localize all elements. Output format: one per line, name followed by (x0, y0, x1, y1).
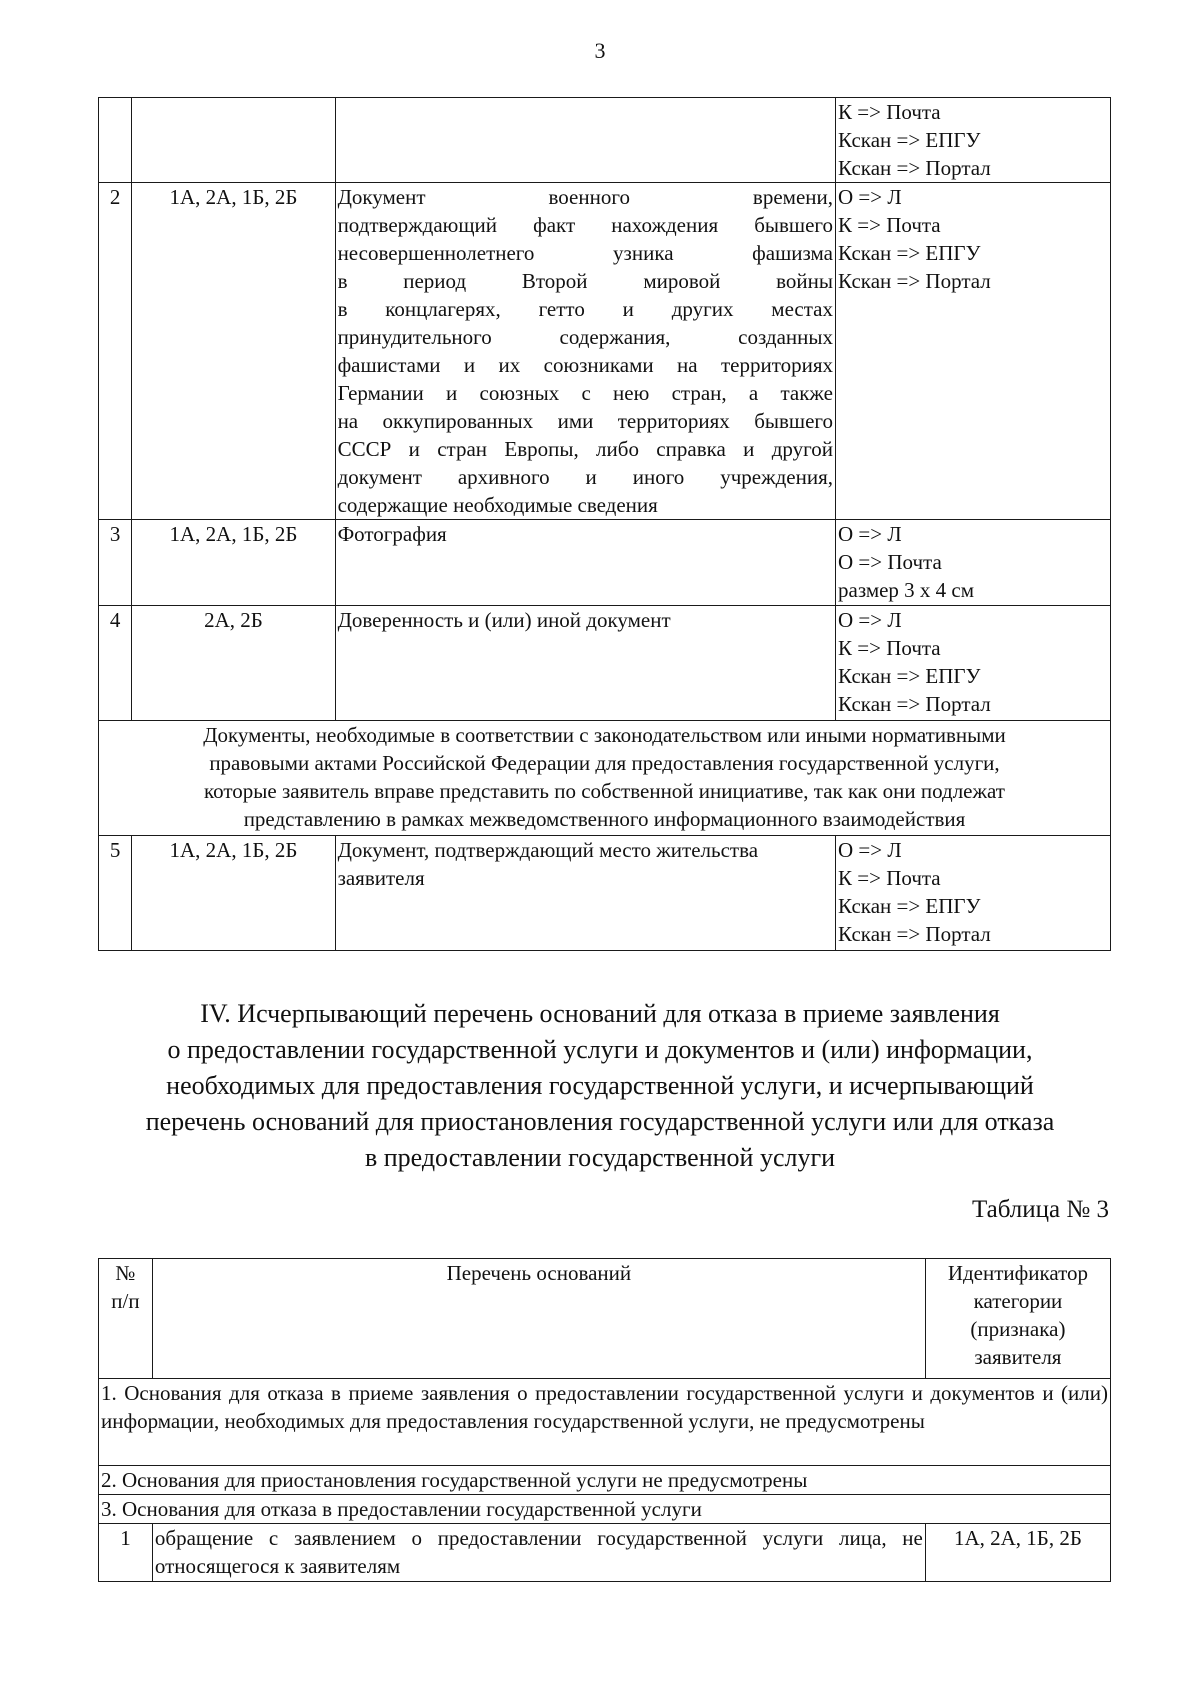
table-row (99, 98, 1111, 183)
heading-line: в предоставлении государственной услуги (364, 1143, 836, 1172)
row-methods (836, 520, 1111, 606)
row-number: 5 (99, 836, 132, 951)
item-text: обращение с заявлением о предоставлении государственной услуги лица, не относящегося к заявителям (152, 1524, 925, 1582)
table-row (99, 1524, 1111, 1582)
method-line: О => Л (838, 185, 902, 209)
row-methods (836, 836, 1111, 951)
row-document (335, 836, 835, 951)
header-line: заявителя (974, 1345, 1062, 1369)
method-line: К => Почта (838, 213, 941, 237)
table-row (99, 606, 1111, 721)
document-line: Доверенность и (или) иной документ (337, 608, 671, 632)
document-line: несовершеннолетнего узника фашизма (337, 241, 833, 265)
method-line: Кскан => Портал (838, 269, 991, 293)
method-line: К => Почта (838, 636, 941, 660)
row-document (335, 520, 835, 606)
header-num (99, 1259, 153, 1379)
method-line: Кскан => Портал (838, 922, 991, 946)
document-line: Фотография (337, 522, 447, 546)
row-number: 4 (99, 606, 132, 721)
document-line: на оккупированных ими территориях бывшего (337, 409, 833, 433)
document-line: Германии и союзных с нею стран, а также (337, 381, 833, 405)
header-list: Перечень оснований (152, 1259, 925, 1379)
document-line: в концлагерях, гетто и других местах (337, 297, 833, 321)
table-caption: Таблица № 3 (971, 1196, 1109, 1223)
document-line: принудительного содержания, созданных (337, 325, 833, 349)
method-line: Кскан => Портал (838, 692, 991, 716)
row-document (335, 98, 835, 183)
heading-line: перечень оснований для приостановления государственной услуги или для отказа (145, 1107, 1055, 1136)
section-note-line: представлению в рамках межведомственного информационного взаимодействия (243, 807, 966, 831)
row-number (99, 98, 132, 183)
item-number: 1 (99, 1524, 153, 1582)
header-line: п/п (111, 1289, 140, 1313)
document-line: содержащие необходимые сведения (337, 493, 658, 517)
row-document (335, 606, 835, 721)
reason-text: 1. Основания для отказа в приеме заявления о предоставлении государственной услуги и документов и (или) информации, необходимых для предоставления государственной услуги, не предусмотрены (99, 1379, 1111, 1466)
heading-line: IV. Исчерпывающий перечень оснований для отказа в приеме заявления (200, 999, 1000, 1028)
method-line: Кскан => Портал (838, 156, 991, 180)
document-line: Документ военного времени, (337, 185, 833, 209)
row-number: 2 (99, 183, 132, 520)
document-line: заявителя (337, 866, 425, 890)
reason-text: 2. Основания для приостановления государственной услуги не предусмотрены (99, 1466, 1111, 1495)
item-ident: 1А, 2А, 1Б, 2Б (925, 1524, 1110, 1582)
table-row (99, 1466, 1111, 1495)
reasons-table (98, 1258, 1111, 1582)
document-line: СССР и стран Европы, либо справка и другой (337, 437, 833, 461)
method-line: Кскан => ЕПГУ (838, 128, 981, 152)
page-number: 3 (594, 38, 606, 63)
header-line: Идентификатор (947, 1261, 1089, 1285)
reason-text: 3. Основания для отказа в предоставлении государственной услуги (99, 1495, 1111, 1524)
row-document (335, 183, 835, 520)
header-line: № (115, 1261, 136, 1285)
document-line: Документ, подтверждающий место жительства (337, 838, 759, 862)
section-note (99, 721, 1111, 836)
method-line: О => Л (838, 522, 902, 546)
row-methods (836, 98, 1111, 183)
row-categories: 2А, 2Б (132, 606, 335, 721)
method-line: О => Почта (838, 550, 942, 574)
row-categories (132, 98, 335, 183)
method-line: К => Почта (838, 866, 941, 890)
header-ident (925, 1259, 1110, 1379)
section-note-line: Документы, необходимые в соответствии с законодательством или иными нормативными (203, 723, 1006, 747)
row-categories: 1А, 2А, 1Б, 2Б (132, 183, 335, 520)
table-header-row (99, 1259, 1111, 1379)
method-line: О => Л (838, 838, 902, 862)
section-heading (60, 996, 1140, 1176)
table-row (99, 183, 1111, 520)
table-row (99, 836, 1111, 951)
method-line: К => Почта (838, 100, 941, 124)
method-line: Кскан => ЕПГУ (838, 241, 981, 265)
table-row (99, 1379, 1111, 1466)
table-row (99, 1495, 1111, 1524)
document-line: документ архивного и иного учреждения, (337, 465, 833, 489)
section-note-line: правовыми актами Российской Федерации для предоставления государственной услуги, (209, 751, 1000, 775)
documents-table (98, 97, 1111, 951)
row-categories: 1А, 2А, 1Б, 2Б (132, 836, 335, 951)
heading-line: о предоставлении государственной услуги и документов и (или) информации, (167, 1035, 1033, 1064)
method-line: размер 3 х 4 см (838, 578, 975, 602)
document-line: подтверждающий факт нахождения бывшего (337, 213, 833, 237)
row-methods (836, 183, 1111, 520)
document-line: фашистами и их союзниками на территориях (337, 353, 833, 377)
section-note-row (99, 721, 1111, 836)
method-line: О => Л (838, 608, 902, 632)
header-line: категории (973, 1289, 1063, 1313)
method-line: Кскан => ЕПГУ (838, 894, 981, 918)
table-row (99, 520, 1111, 606)
header-line: (признака) (970, 1317, 1066, 1341)
method-line: Кскан => ЕПГУ (838, 664, 981, 688)
row-methods (836, 606, 1111, 721)
row-number: 3 (99, 520, 132, 606)
row-categories: 1А, 2А, 1Б, 2Б (132, 520, 335, 606)
document-line: в период Второй мировой войны (337, 269, 833, 293)
heading-line: необходимых для предоставления государственной услуги, и исчерпывающий (166, 1071, 1034, 1100)
section-note-line: которые заявитель вправе представить по собственной инициативе, так как они подлежат (204, 779, 1005, 803)
